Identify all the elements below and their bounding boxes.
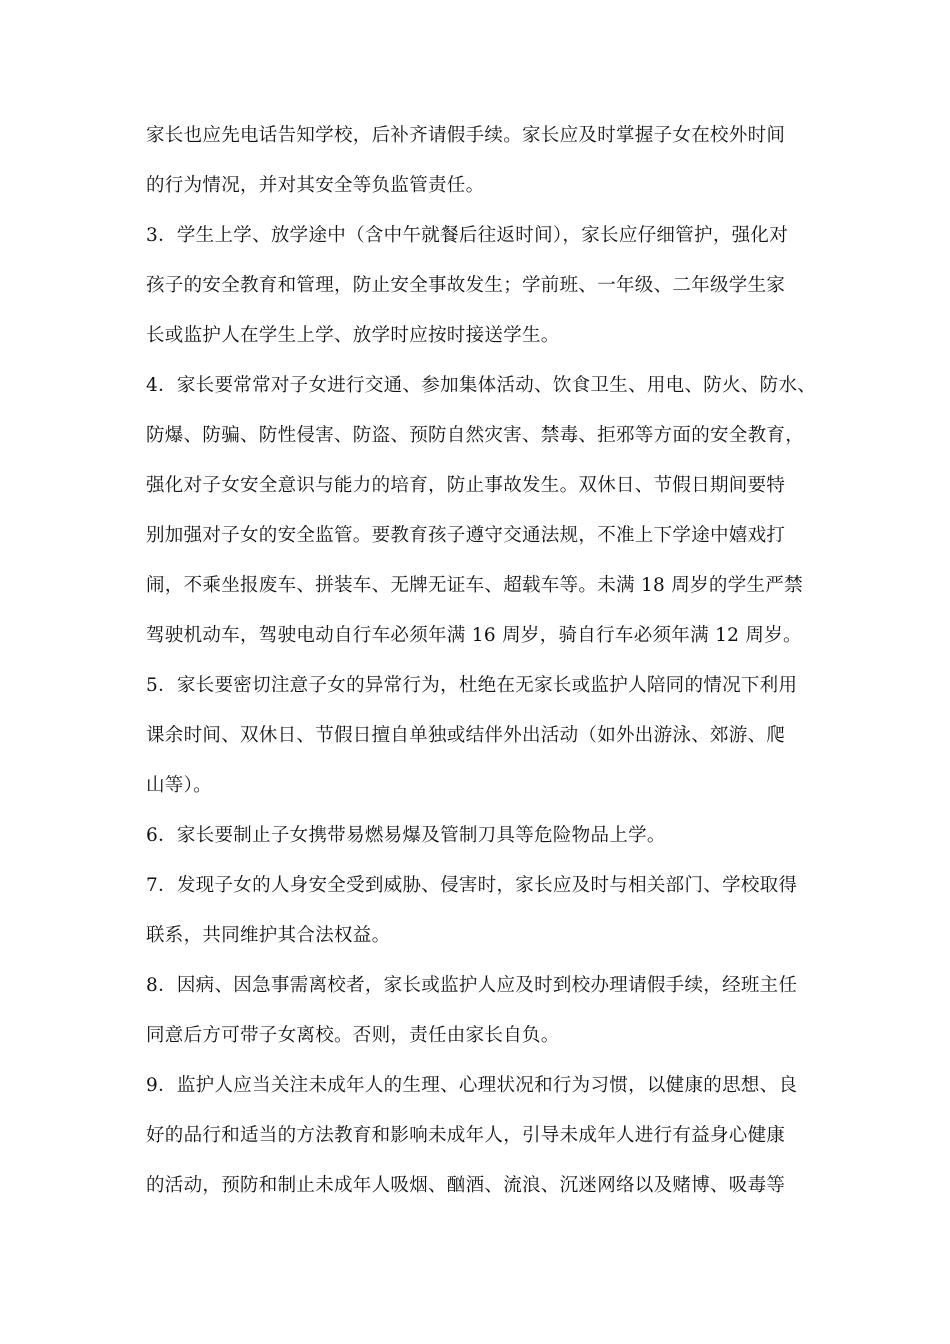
- text-line: 长或监护人在学生上学、放学时应按时接送学生。: [146, 325, 560, 346]
- text-line: 同意后方可带子女离校。否则，责任由家长自负。: [146, 1025, 560, 1046]
- text-line: 7．发现子女的人身安全受到威胁、侵害时，家长应及时与相关部门、学校取得: [146, 875, 798, 896]
- text-line: 家长也应先电话告知学校，后补齐请假手续。家长应及时掌握子女在校外时间: [146, 125, 786, 146]
- text-line: 5．家长要密切注意子女的异常行为，杜绝在无家长或监护人陪同的情况下利用: [146, 675, 798, 696]
- text-line: 山等）。: [146, 775, 212, 796]
- text-line: 课余时间、双休日、节假日擅自单独或结伴外出活动（如外出游泳、郊游、爬: [146, 725, 786, 746]
- text-line: 驾驶机动车，驾驶电动自行车必须年满 16 周岁，骑自行车必须年满 12 周岁。: [146, 625, 802, 646]
- text-line: 好的品行和适当的方法教育和影响未成年人，引导未成年人进行有益身心健康: [146, 1125, 786, 1146]
- text-line: 9．监护人应当关注未成年人的生理、心理状况和行为习惯，以健康的思想、良: [146, 1075, 798, 1096]
- text-line: 4．家长要常常对子女进行交通、参加集体活动、饮食卫生、用电、防火、防水、: [146, 375, 817, 396]
- text-line: 强化对子女安全意识与能力的培育，防止事故发生。双休日、节假日期间要特: [146, 475, 786, 496]
- text-line: 的活动，预防和制止未成年人吸烟、酗酒、流浪、沉迷网络以及赌博、吸毒等: [146, 1175, 786, 1196]
- text-line: 闹，不乘坐报废车、拼装车、无牌无证车、超载车等。未满 18 周岁的学生严禁: [146, 575, 803, 596]
- text-line: 6．家长要制止子女携带易燃易爆及管制刀具等危险物品上学。: [146, 825, 666, 846]
- document-body: [146, 118, 846, 1218]
- text-line: 8．因病、因急事需离校者，家长或监护人应及时到校办理请假手续，经班主任: [146, 975, 798, 996]
- text-line: 孩子的安全教育和管理，防止安全事故发生；学前班、一年级、二年级学生家: [146, 275, 786, 296]
- text-line: 联系，共同维护其合法权益。: [146, 925, 391, 946]
- text-line: 3．学生上学、放学途中（含中午就餐后往返时间），家长应仔细管护，强化对: [146, 225, 789, 246]
- text-line: 防爆、防骗、防性侵害、防盗、预防自然灾害、禁毒、拒邪等方面的安全教育，: [146, 425, 805, 446]
- text-line: 的行为情况，并对其安全等负监管责任。: [146, 175, 485, 196]
- text-line: 别加强对子女的安全监管。要教育孩子遵守交通法规，不准上下学途中嬉戏打: [146, 525, 786, 546]
